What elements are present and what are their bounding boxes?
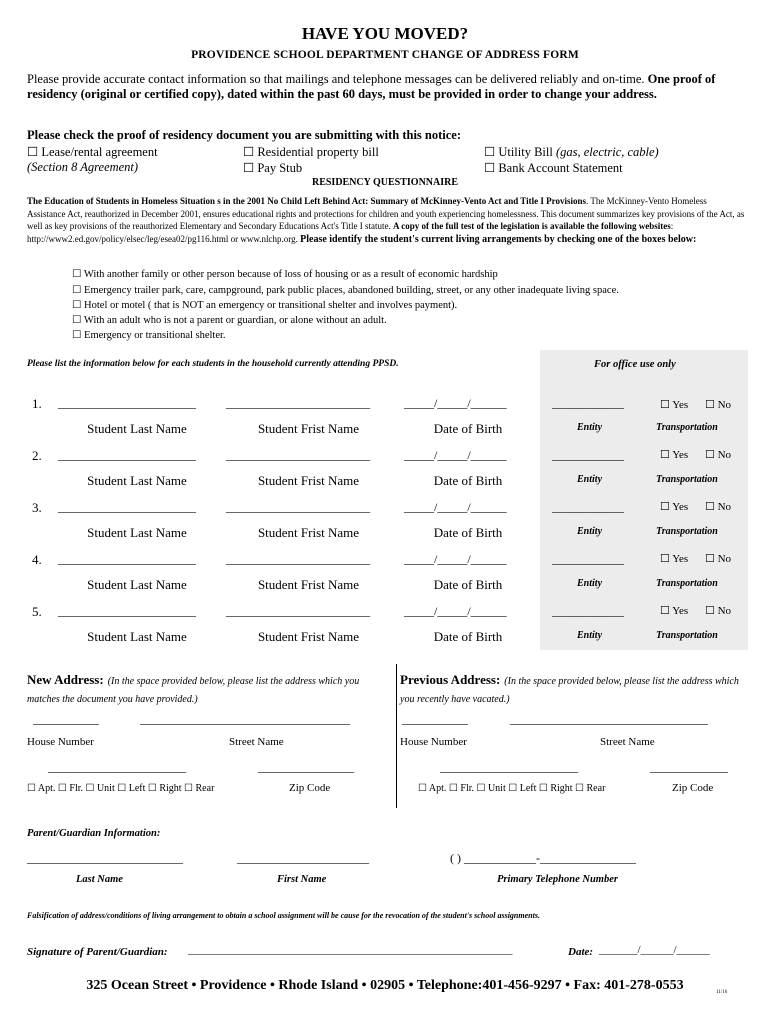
utility-label: ☐ Utility Bill	[484, 145, 553, 159]
signature-input[interactable]: ___________________________________________________________	[188, 944, 513, 956]
student-first-name-label: Student Frist Name	[257, 421, 360, 436]
date-label: Date:	[568, 946, 594, 958]
living-option-shelter[interactable]: ☐ Emergency or transitional shelter.	[72, 330, 226, 341]
address-divider	[396, 664, 397, 808]
transportation-label: Transportation	[656, 578, 718, 589]
student-entity-input[interactable]: ____________	[552, 396, 624, 410]
transport-no-checkbox[interactable]: ☐ No	[705, 605, 732, 617]
student-entity-input[interactable]: ____________	[552, 448, 624, 462]
living-option-hotel[interactable]: ☐ Hotel or motel ( that is NOT an emergency or transitional shelter and involves payment).	[72, 300, 458, 311]
transportation-label: Transportation	[656, 422, 718, 433]
living-option-emergency[interactable]: ☐ Emergency trailer park, care, campground, park public places, abandoned building, street, or any other inadequate living space.	[72, 285, 619, 296]
new-address-header	[27, 672, 389, 708]
student-dob-label: Date of Birth	[433, 421, 503, 436]
student-dob-label: Date of Birth	[433, 473, 503, 488]
living-option-family[interactable]: ☐ With another family or other person because of loss of housing or as a result of economic hardship	[72, 269, 498, 280]
intro-paragraph	[27, 72, 747, 102]
guardian-first-name-label: First Name	[277, 874, 327, 885]
previous-zip-input[interactable]: _____________	[650, 760, 728, 774]
new-house-number-label: House Number	[27, 736, 94, 748]
new-street-name-label: Street Name	[229, 736, 284, 748]
student-dob-input[interactable]: _____/_____/______	[404, 604, 507, 618]
questionnaire-body: . The McKinney-Vento Homeless Assistance Act, reauthorized in December 2001, ensures educational rights and protections for children and youth experiencing homelessness. This document summarizes key provisions of the Act, as well as key provisions of the reauthorized Elementary and Secondary Educations Act's Title I statute.	[27, 196, 745, 231]
student-last-name-input[interactable]: _______________________	[58, 448, 196, 462]
intro-bold-text: One proof of residency (original or certified copy), dated within the past 60 days, must be provided in order to change your address.	[27, 72, 716, 101]
intro-text: Please provide accurate contact information so that mailings and telephone messages can be delivered reliably and on-time.	[27, 72, 645, 86]
signature-label: Signature of Parent/Guardian:	[27, 946, 168, 958]
guardian-heading: Parent/Guardian Information:	[27, 828, 161, 839]
new-zip-input[interactable]: ________________	[258, 760, 354, 774]
student-first-name-input[interactable]: ________________________	[226, 448, 370, 462]
transport-yes-checkbox[interactable]: ☐ Yes	[660, 553, 689, 565]
proof-bank-checkbox[interactable]: ☐ Bank Account Statement	[484, 161, 623, 175]
previous-zip-label: Zip Code	[672, 782, 714, 794]
questionnaire-instruction: Please identify the student's current living arrangements by checking one of the boxes below:	[300, 233, 697, 245]
new-unit-options[interactable]: ☐ Apt. ☐ Flr. ☐ Unit ☐ Left ☐ Right ☐ Rear	[27, 783, 215, 794]
student-first-name-label: Student Frist Name	[257, 473, 360, 488]
entity-label: Entity	[577, 526, 603, 537]
student-first-name-input[interactable]: ________________________	[226, 396, 370, 410]
student-entity-input[interactable]: ____________	[552, 500, 624, 514]
entity-label: Entity	[577, 474, 603, 485]
questionnaire-paragraph	[27, 195, 747, 246]
questionnaire-bold-intro: The Education of Students in Homeless Situation s in the 2001 No Child Left Behind Act: Summary of McKinney-Vento Act and Title I Provisions	[27, 196, 586, 206]
date-input[interactable]: _______/______/______	[599, 944, 710, 956]
transport-yes-checkbox[interactable]: ☐ Yes	[660, 449, 689, 461]
student-last-name-label: Student Last Name	[87, 577, 187, 592]
student-dob-label: Date of Birth	[433, 525, 503, 540]
living-option-adult[interactable]: ☐ With an adult who is not a parent or guardian, or alone without an adult.	[72, 315, 387, 326]
previous-address-heading: Previous Address:	[400, 672, 501, 687]
proof-lease-checkbox[interactable]: ☐ Lease/rental agreement	[27, 145, 158, 159]
student-last-name-label: Student Last Name	[87, 525, 187, 540]
new-street-name-input[interactable]: ___________________________________	[140, 712, 350, 726]
student-row-number: 1.	[32, 396, 42, 411]
transport-no-checkbox[interactable]: ☐ No	[705, 553, 732, 565]
previous-address-header	[400, 672, 750, 708]
student-row-number: 3.	[32, 500, 42, 515]
transportation-label: Transportation	[656, 526, 718, 537]
guardian-phone-input[interactable]: ( ) ____________-________________	[450, 851, 636, 865]
new-zip-label: Zip Code	[289, 782, 331, 794]
student-dob-label: Date of Birth	[433, 629, 503, 644]
student-dob-input[interactable]: _____/_____/______	[404, 448, 507, 462]
student-last-name-label: Student Last Name	[87, 629, 187, 644]
transport-no-checkbox[interactable]: ☐ No	[705, 399, 732, 411]
student-last-name-input[interactable]: _______________________	[58, 552, 196, 566]
proof-paystub-checkbox[interactable]: ☐ Pay Stub	[243, 161, 303, 175]
student-last-name-label: Student Last Name	[87, 421, 187, 436]
previous-address-instruction: (In the space provided below, please list the address which you recently have vacated.)	[400, 676, 739, 705]
student-entity-input[interactable]: ____________	[552, 604, 624, 618]
form-subtitle: PROVIDENCE SCHOOL DEPARTMENT CHANGE OF ADDRESS FORM	[191, 49, 579, 61]
student-last-name-input[interactable]: _______________________	[58, 396, 196, 410]
transport-yes-checkbox[interactable]: ☐ Yes	[660, 501, 689, 513]
form-title: HAVE YOU MOVED?	[301, 24, 469, 43]
entity-label: Entity	[577, 630, 603, 641]
transport-no-checkbox[interactable]: ☐ No	[705, 449, 732, 461]
previous-unit-options[interactable]: ☐ Apt. ☐ Flr. ☐ Unit ☐ Left ☐ Right ☐ Rear	[418, 783, 606, 794]
student-last-name-label: Student Last Name	[87, 473, 187, 488]
student-row-number: 2.	[32, 448, 42, 463]
guardian-last-name-label: Last Name	[76, 874, 123, 885]
students-instruction: Please list the information below for each students in the household currently attending PPSD.	[27, 359, 399, 369]
previous-street-name-input[interactable]: _________________________________	[510, 712, 708, 726]
student-row-number: 4.	[32, 552, 42, 567]
transport-no-checkbox[interactable]: ☐ No	[705, 501, 732, 513]
guardian-phone-label: Primary Telephone Number	[497, 874, 618, 885]
proof-heading: Please check the proof of residency document you are submitting with this notice:	[27, 128, 462, 142]
student-dob-label: Date of Birth	[433, 577, 503, 592]
student-first-name-input[interactable]: ________________________	[226, 552, 370, 566]
student-first-name-label: Student Frist Name	[257, 629, 360, 644]
student-row-number: 5.	[32, 604, 42, 619]
new-house-number-input[interactable]: ___________	[33, 712, 99, 726]
guardian-last-name-input[interactable]: __________________________	[27, 851, 183, 865]
utility-detail: (gas, electric, cable)	[555, 145, 659, 159]
student-last-name-input[interactable]: _______________________	[58, 604, 196, 618]
falsification-disclaimer: Falsification of address/conditions of living arrangement to obtain a school assignment will be cause for the revocation of the student's school assignments.	[27, 911, 540, 920]
transportation-label: Transportation	[656, 630, 718, 641]
transportation-label: Transportation	[656, 474, 718, 485]
entity-label: Entity	[577, 578, 603, 589]
new-address-heading: New Address:	[27, 672, 104, 687]
previous-house-number-input[interactable]: ___________	[402, 712, 468, 726]
entity-label: Entity	[577, 422, 603, 433]
student-last-name-input[interactable]: _______________________	[58, 500, 196, 514]
student-entity-input[interactable]: ____________	[552, 552, 624, 566]
student-first-name-label: Student Frist Name	[257, 577, 360, 592]
questionnaire-bold-copy: A copy of the full test of the legislation is available the following websites	[393, 221, 671, 231]
proof-section8-note: (Section 8 Agreement)	[27, 160, 139, 174]
form-revision-code: 11/16	[716, 990, 728, 995]
student-first-name-input[interactable]: ________________________	[226, 604, 370, 618]
proof-utility-checkbox[interactable]	[484, 144, 659, 160]
questionnaire-urls: : http://www2.ed.gov/policy/elsec/leg/esea02/pg116.html or www.nlchp.org.	[27, 221, 674, 244]
footer-contact: 325 Ocean Street • Providence • Rhode Island • 02905 • Telephone:401-456-9297 • Fax: 401-278-0553	[86, 978, 684, 993]
new-address-instruction: (In the space provided below, please list the address which you matches the document you have provided.)	[27, 676, 360, 705]
student-dob-input[interactable]: _____/_____/______	[404, 552, 507, 566]
new-unit-input[interactable]: _______________________	[48, 760, 186, 774]
student-dob-input[interactable]: _____/_____/______	[404, 396, 507, 410]
office-use-heading: For office use only	[594, 359, 676, 370]
previous-street-name-label: Street Name	[600, 736, 655, 748]
previous-unit-input[interactable]: _______________________	[440, 760, 578, 774]
transport-yes-checkbox[interactable]: ☐ Yes	[660, 605, 689, 617]
guardian-first-name-input[interactable]: ______________________	[237, 851, 369, 865]
proof-residential-checkbox[interactable]: ☐ Residential property bill	[243, 145, 379, 159]
student-first-name-input[interactable]: ________________________	[226, 500, 370, 514]
student-first-name-label: Student Frist Name	[257, 525, 360, 540]
questionnaire-heading: RESIDENCY QUESTIONNAIRE	[311, 177, 459, 188]
student-dob-input[interactable]: _____/_____/______	[404, 500, 507, 514]
transport-yes-checkbox[interactable]: ☐ Yes	[660, 399, 689, 411]
previous-house-number-label: House Number	[400, 736, 467, 748]
